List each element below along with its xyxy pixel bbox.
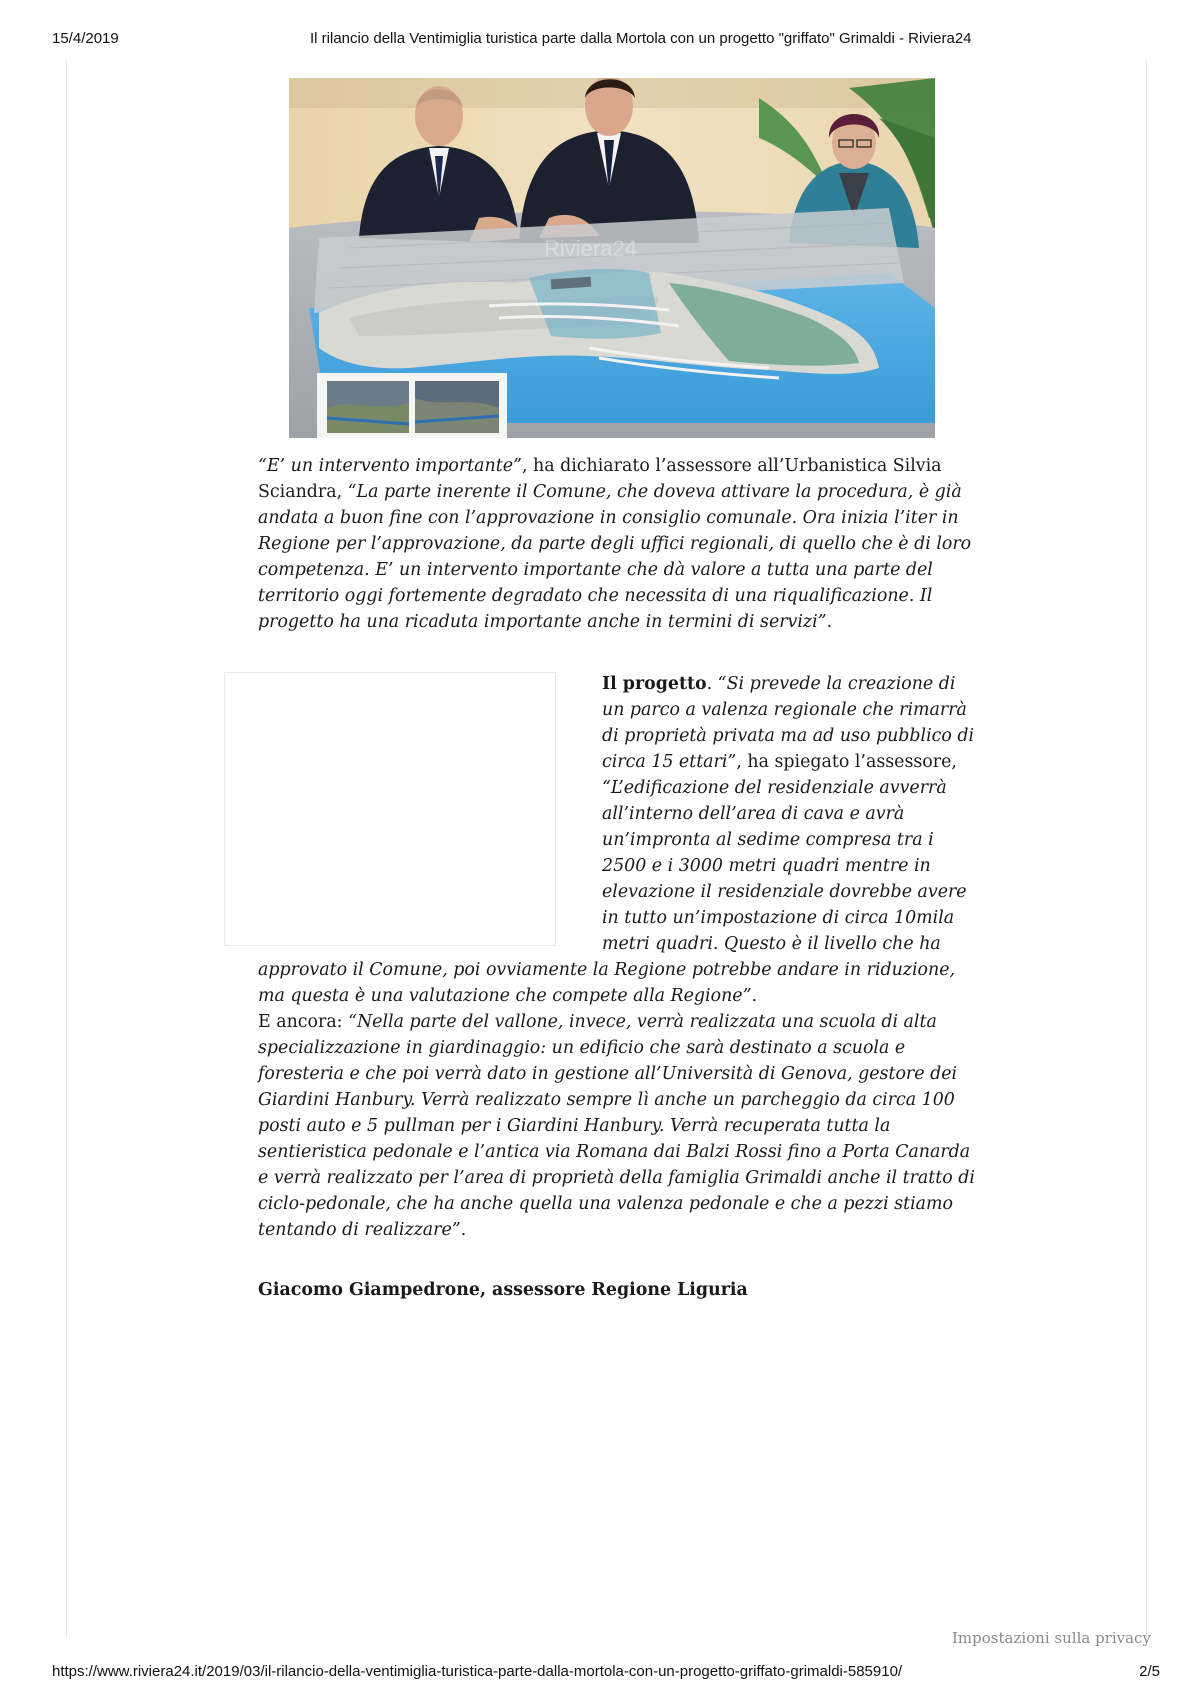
quote-important: “E’ un intervento importante” — [258, 456, 522, 476]
paragraph-sciandra — [258, 453, 978, 635]
quote-edificazione: “L’edificazione del residenziale avverrà all’interno dell’area di cava e avrà un’impronta al sedime compresa tra i 2500 e i 3000 metri quadri mentre in elevazione il residenziale dovrebbe avere in tutto un’impostazione di circa 10mila metri quadri. Questo è il livello che ha — [602, 778, 967, 954]
paragraph-end: . — [751, 986, 758, 1006]
quote-sciandra: “La parte inerente il Comune, che doveva attivare la procedura, è già andata a buon fine con l’approvazione in consiglio comunale. Ora inizia l’iter in Regione per l’approvazione, da parte degli uffici regionali, di quello che è di loro competenza. E’ un intervento importante che dà valore a tutta una parte del territorio oggi fortemente degradato che necessita di una riqualificazione. Il progetto ha una ricaduta importante anche in termini di servizi” — [258, 482, 972, 632]
lead-ancora: E ancora: — [258, 1012, 349, 1032]
print-date: 15/4/2019 — [52, 30, 119, 47]
article-photo-illustration — [289, 78, 935, 438]
quote-parco: “Si prevede la creazione di un parco a valenza regionale che rimarrà di proprietà privata ma ad uso pubblico di circa 15 ettari” — [602, 674, 975, 772]
ad-placeholder — [224, 672, 556, 946]
print-url: https://www.riviera24.it/2019/03/il-rilancio-della-ventimiglia-turistica-parte-dalla-mortola-con-un-progetto-griffato-grimaldi-585910/ — [52, 1663, 903, 1680]
section-lead-progetto: Il progetto — [602, 674, 707, 694]
print-page-number: 2/5 — [1139, 1663, 1160, 1680]
paragraph-end: . — [460, 1220, 467, 1240]
section-heading-giampedrone: Giacomo Giampedrone, assessore Regione Liguria — [258, 1280, 748, 1300]
page-frame-left — [66, 60, 67, 1638]
attribution-sciandra: , ha dichiarato l’assessore all’Urbanistica Silvia Sciandra, — [258, 456, 942, 502]
quote-vallone: “Nella parte del vallone, invece, verrà realizzata una scuola di alta specializzazione in giardinaggio: un edificio che sarà destinato a scuola e foresteria e che poi verrà dato in gestione all’Università di Genova, gestore dei Giardini Hanbury. Verrà realizzato sempre lì anche un parcheggio da circa 100 posti auto e 5 pullman per i Giardini Hanbury. Verrà recuperata tutta la sentieristica pedonale e l’antica via Romana dai Balzi Rossi fino a Porta Canarda e verrà realizzato per l’area di proprietà della famiglia Grimaldi anche il tratto di ciclo-pedonale, che ha anche quella una valenza pedonale e che a pezzi stiamo tentando di realizzare” — [258, 1012, 975, 1240]
article-photo — [289, 78, 935, 438]
privacy-settings-link[interactable]: Impostazioni sulla privacy — [952, 1629, 1151, 1647]
print-page-title: Il rilancio della Ventimiglia turistica parte dalla Mortola con un progetto "griffato" Grimaldi - Riviera24 — [310, 30, 972, 47]
paragraph-progetto-cont — [258, 957, 978, 1009]
photo-watermark: Riviera24 — [544, 236, 637, 261]
attribution-assessore: , ha spiegato l’assessore, — [736, 752, 957, 772]
page-frame-right — [1146, 60, 1147, 1638]
quote-edificazione-cont: approvato il Comune, poi ovviamente la Regione potrebbe andare in riduzione, ma questa è una valutazione che compete alla Regione” — [258, 960, 956, 1006]
paragraph-progetto — [602, 671, 978, 957]
lead-separator: . — [706, 674, 718, 694]
paragraph-end: . — [826, 612, 833, 632]
paragraph-vallone — [258, 1009, 978, 1243]
